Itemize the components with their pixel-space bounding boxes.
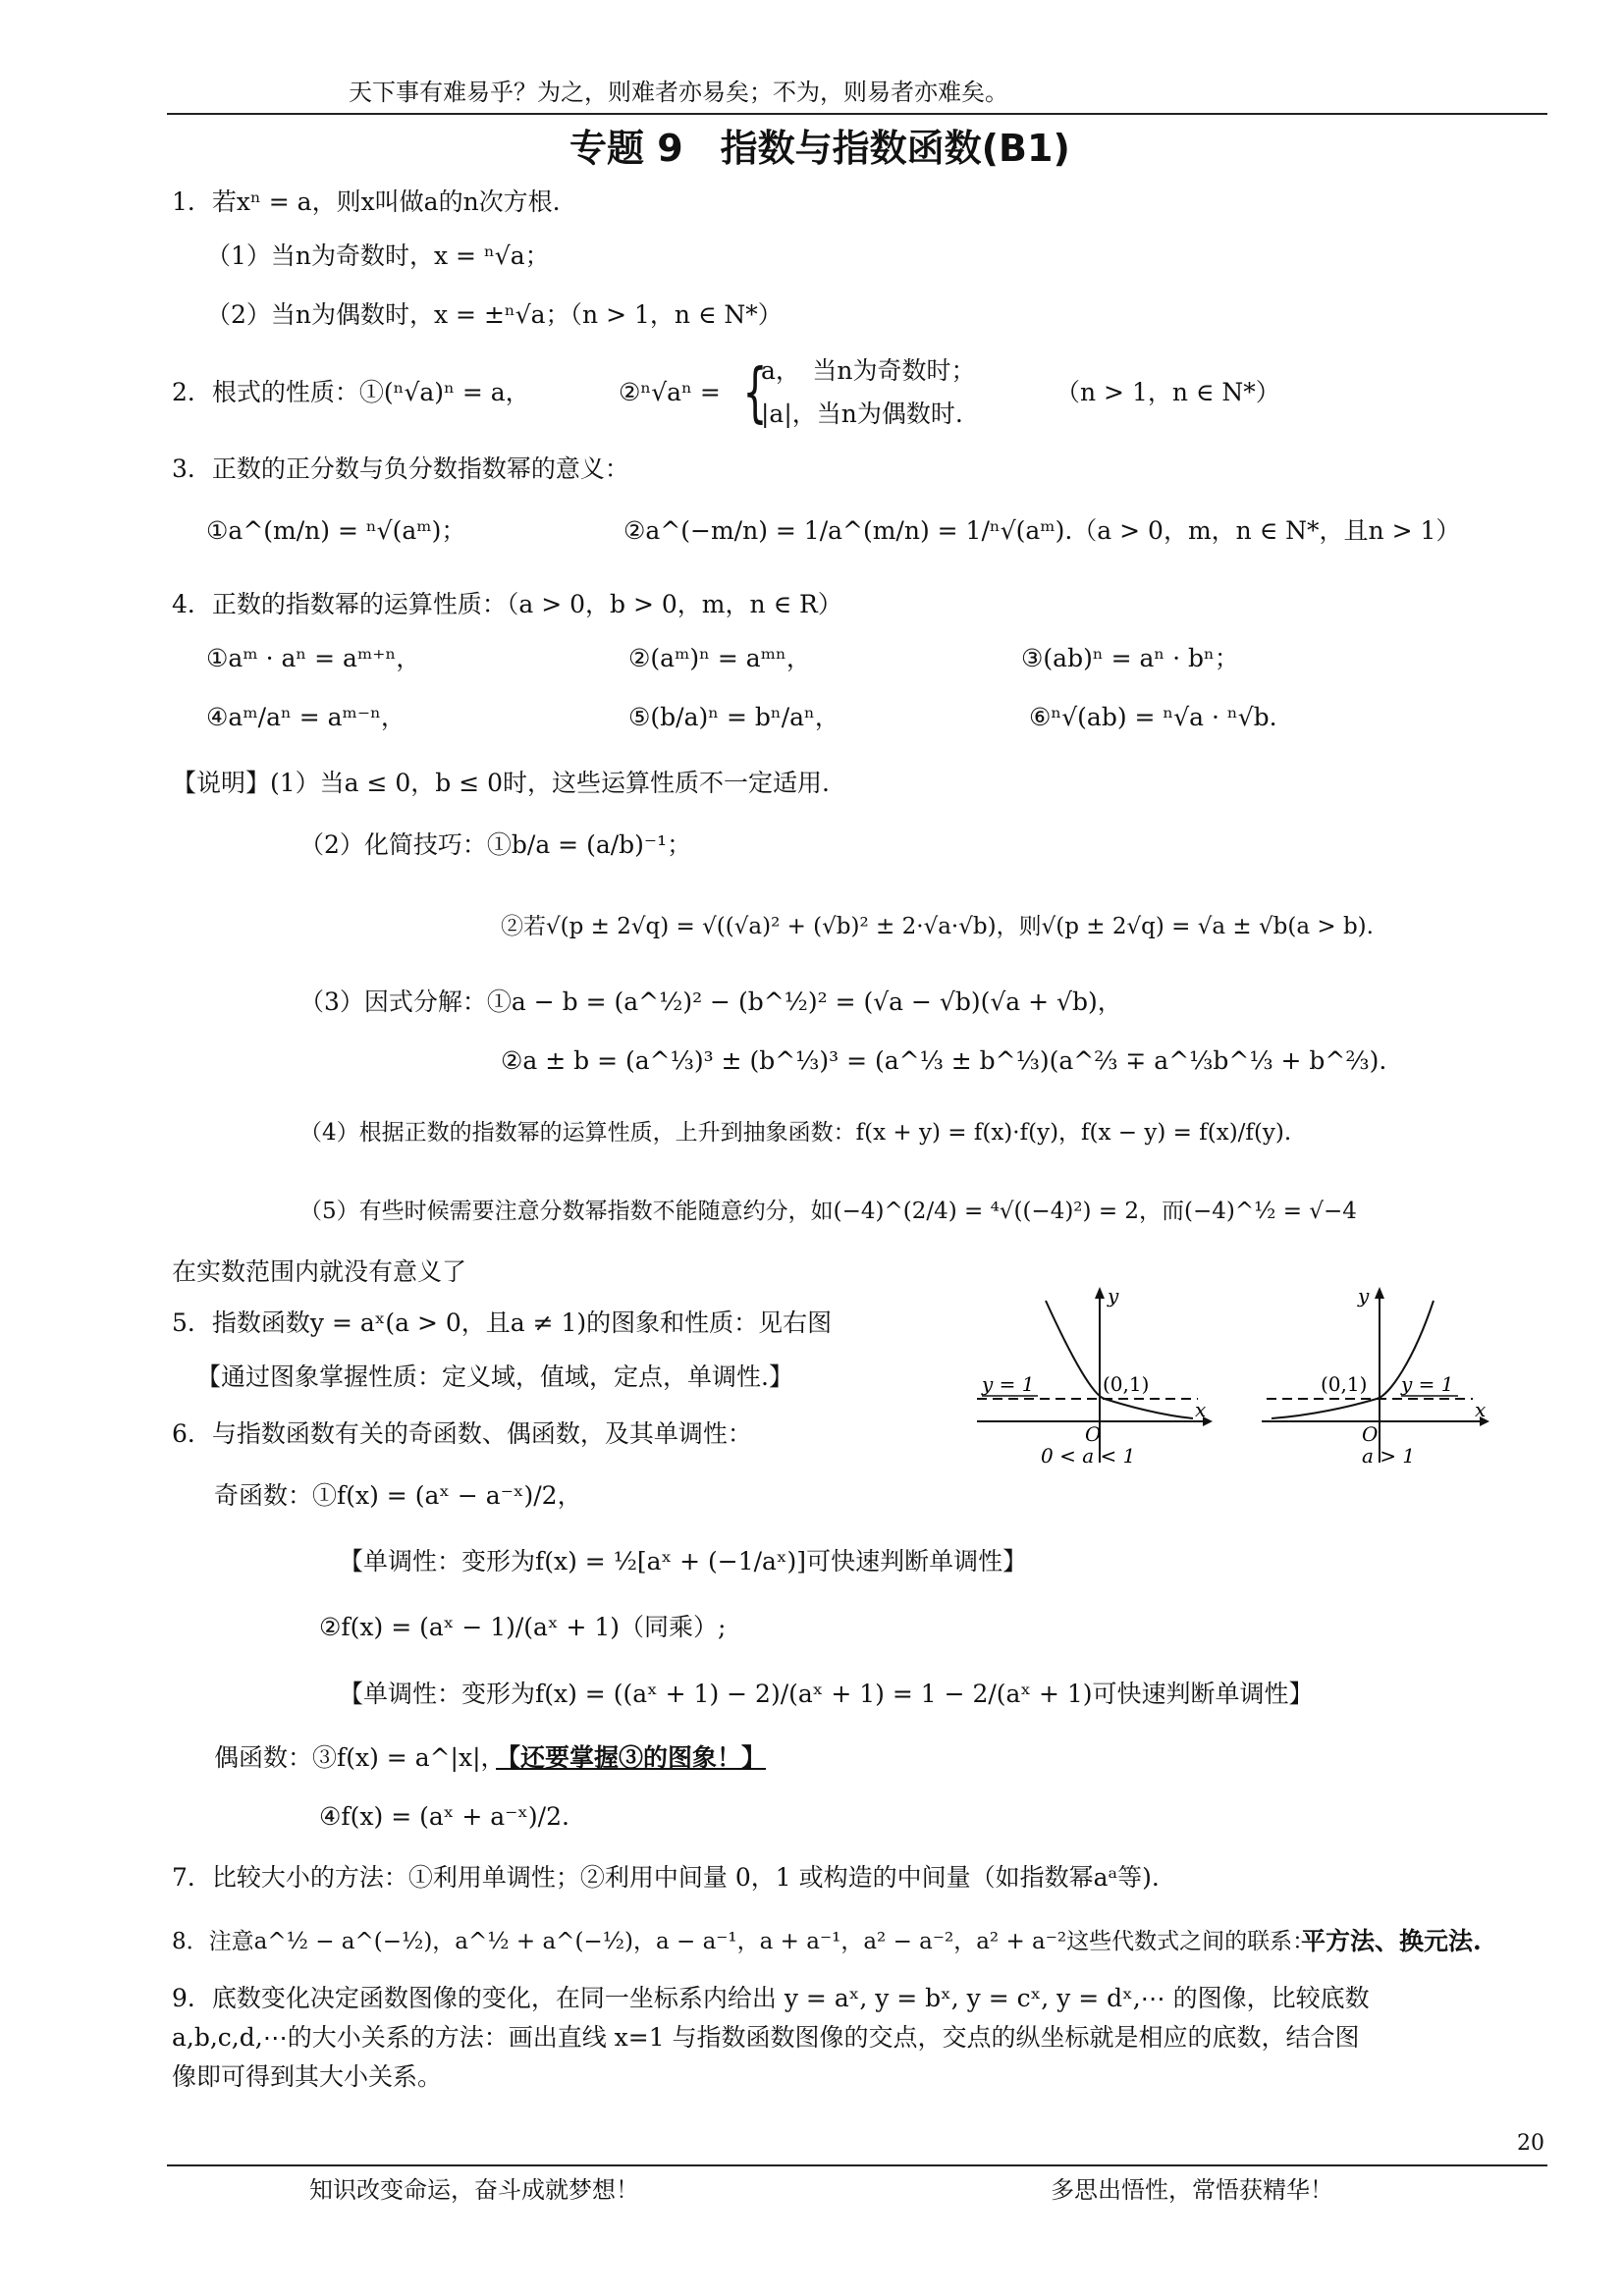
item-5-hint: 【通过图象掌握性质：定义域，值域，定点，单调性.】 xyxy=(196,1362,793,1391)
y-label: y xyxy=(1358,1284,1370,1308)
odd-function-1-monotonic: 【单调性：变形为f(x) = ½[aˣ + (−1/aˣ)]可快速判断单调性】 xyxy=(339,1547,1028,1575)
header-motto: 天下事有难易乎？为之，则难者亦易矣；不为，则易者亦难矣。 xyxy=(349,79,1008,106)
even-function-3-note: 【还要掌握③的图象！】 xyxy=(496,1743,767,1772)
footer-rule xyxy=(167,2164,1547,2166)
caption: 0 < a < 1 xyxy=(1041,1444,1136,1468)
note-3-factor-a: （3）因式分解：①a − b = (a^½)² − (b^½)² = (√a − √b)(√a + √b)， xyxy=(299,988,1122,1016)
note-1: 【说明】(1）当a ≤ 0，b ≤ 0时，这些运算性质不一定适用. xyxy=(172,769,831,797)
item-2-condition: （n > 1，n ∈ N*） xyxy=(1056,378,1280,406)
item-1: 1．若xⁿ = a，则x叫做a的n次方根. xyxy=(172,187,561,216)
item-2-case-even: |a|，当n为偶数时. xyxy=(761,400,963,428)
point-label: (0,1) xyxy=(1103,1372,1150,1396)
x-label: x xyxy=(1195,1398,1207,1421)
page-title: 专题 9 指数与指数函数(B1) xyxy=(569,127,1070,170)
footer-right-motto: 多思出悟性，常悟获精华！ xyxy=(1051,2176,1333,2204)
even-function-3: 偶函数：③f(x) = a^|x|， xyxy=(214,1743,506,1772)
item-2-case-odd: a， 当n为奇数时； xyxy=(761,356,976,385)
item-9-line-2: a,b,c,d,⋯的大小关系的方法：画出直线 x=1 与指数函数图像的交点，交点的纵坐标就是相应的底数，结合图 xyxy=(172,2023,1360,2052)
line-label: y = 1 xyxy=(1401,1372,1454,1396)
point-label: (0,1) xyxy=(1321,1372,1368,1396)
y-label: y xyxy=(1108,1284,1119,1308)
exp-graph-decreasing xyxy=(967,1281,1218,1472)
even-function-4: ④f(x) = (aˣ + a⁻ˣ)/2. xyxy=(319,1802,569,1831)
line-label: y = 1 xyxy=(982,1372,1035,1396)
caption: a > 1 xyxy=(1362,1444,1416,1468)
odd-function-2: ②f(x) = (aˣ − 1)/(aˣ + 1)（同乘）; xyxy=(319,1613,727,1641)
header-rule xyxy=(167,113,1547,115)
item-4-rule-6: ⑥ⁿ√(ab) = ⁿ√a · ⁿ√b. xyxy=(1029,703,1277,731)
y-arrow xyxy=(1375,1287,1384,1299)
item-7: 7．比较大小的方法：①利用单调性；②利用中间量 0，1 或构造的中间量（如指数幂aᵃ等). xyxy=(172,1863,1160,1892)
item-4-rule-1: ①aᵐ · aⁿ = aᵐ⁺ⁿ， xyxy=(206,644,421,672)
item-4: 4．正数的指数幂的运算性质：（a > 0，b > 0，m，n ∈ R） xyxy=(172,590,842,618)
left-brace: { xyxy=(742,354,768,430)
odd-function-1: 奇函数：①f(x) = (aˣ − a⁻ˣ)/2， xyxy=(214,1481,582,1510)
item-4-rule-4: ④aᵐ/aⁿ = aᵐ⁻ⁿ， xyxy=(206,703,406,731)
note-2: （2）化简技巧：①b/a = (a/b)⁻¹； xyxy=(299,830,692,859)
note-3-factor-b: ②a ± b = (a^⅓)³ ± (b^⅓)³ = (a^⅓ ± b^⅓)(a^⅔ ∓ a^⅓b^⅓ + b^⅔). xyxy=(501,1046,1387,1075)
odd-function-2-monotonic: 【单调性：变形为f(x) = ((aˣ + 1) − 2)/(aˣ + 1) = 1 − 2/(aˣ + 1)可快速判断单调性】 xyxy=(339,1680,1314,1708)
item-2-radical-a: 2．根式的性质：①(ⁿ√a)ⁿ = a， xyxy=(172,378,530,406)
item-5: 5．指数函数y = aˣ(a > 0，且a ≠ 1)的图象和性质：见右图 xyxy=(172,1308,833,1337)
item-3-negative: ②a^(−m/n) = 1/a^(m/n) = 1/ⁿ√(aᵐ).（a > 0，m，n ∈ N*，且n > 1） xyxy=(623,516,1461,545)
note-4: （4）根据正数的指数幂的运算性质，上升到抽象函数：f(x + y) = f(x)·f(y)，f(x − y) = f(x)/f(y). xyxy=(299,1120,1292,1146)
item-9-line-1: 9．底数变化决定函数图像的变化，在同一坐标系内给出 y = aˣ, y = bˣ, y = cˣ, y = dˣ,⋯ 的图像，比较底数 xyxy=(172,1984,1370,2012)
item-4-rule-5: ⑤(b/a)ⁿ = bⁿ/aⁿ， xyxy=(628,703,839,731)
exp-graph-increasing xyxy=(1252,1281,1492,1472)
item-8: 8．注意a^½ − a^(−½)，a^½ + a^(−½)，a − a⁻¹，a + a⁻¹，a² − a⁻²，a² + a⁻²这些代数式之间的联系： xyxy=(172,1929,1316,1954)
decay-curve xyxy=(1046,1301,1193,1418)
item-4-rule-3: ③(ab)ⁿ = aⁿ · bⁿ； xyxy=(1021,644,1239,672)
note-2-radical: ②若√(p ± 2√q) = √((√a)² + (√b)² ± 2·√a·√b)，则√(p ± 2√q) = √a ± √b(a > b). xyxy=(501,914,1374,939)
item-1-even: （2）当n为偶数时，x = ±ⁿ√a；（n > 1，n ∈ N*） xyxy=(206,300,783,329)
page-number: 20 xyxy=(1517,2131,1544,2156)
origin-label: O xyxy=(1362,1422,1379,1446)
item-4-rule-2: ②(aᵐ)ⁿ = aᵐⁿ， xyxy=(628,644,811,672)
item-9-line-3: 像即可得到其大小关系。 xyxy=(172,2062,443,2091)
note-5-continued: 在实数范围内就没有意义了 xyxy=(172,1257,467,1286)
note-5: （5）有些时候需要注意分数幂指数不能随意约分，如(−4)^(2/4) = ⁴√((−4)²) = 2，而(−4)^½ = √−4 xyxy=(299,1199,1357,1224)
item-6: 6．与指数函数有关的奇函数、偶函数，及其单调性： xyxy=(172,1419,752,1448)
item-2-radical-b: ②ⁿ√aⁿ = xyxy=(619,378,721,406)
y-arrow xyxy=(1095,1287,1105,1299)
item-8-method: 平方法、换元法. xyxy=(1301,1927,1482,1955)
footer-left-motto: 知识改变命运，奋斗成就梦想！ xyxy=(309,2176,639,2204)
growth-curve xyxy=(1272,1301,1434,1418)
item-3: 3．正数的正分数与负分数指数幂的意义： xyxy=(172,454,629,483)
item-1-odd: （1）当n为奇数时，x = ⁿ√a； xyxy=(206,241,550,270)
x-label: x xyxy=(1475,1398,1487,1421)
item-3-positive: ①a^(m/n) = ⁿ√(aᵐ)； xyxy=(206,516,466,545)
origin-label: O xyxy=(1085,1422,1102,1446)
